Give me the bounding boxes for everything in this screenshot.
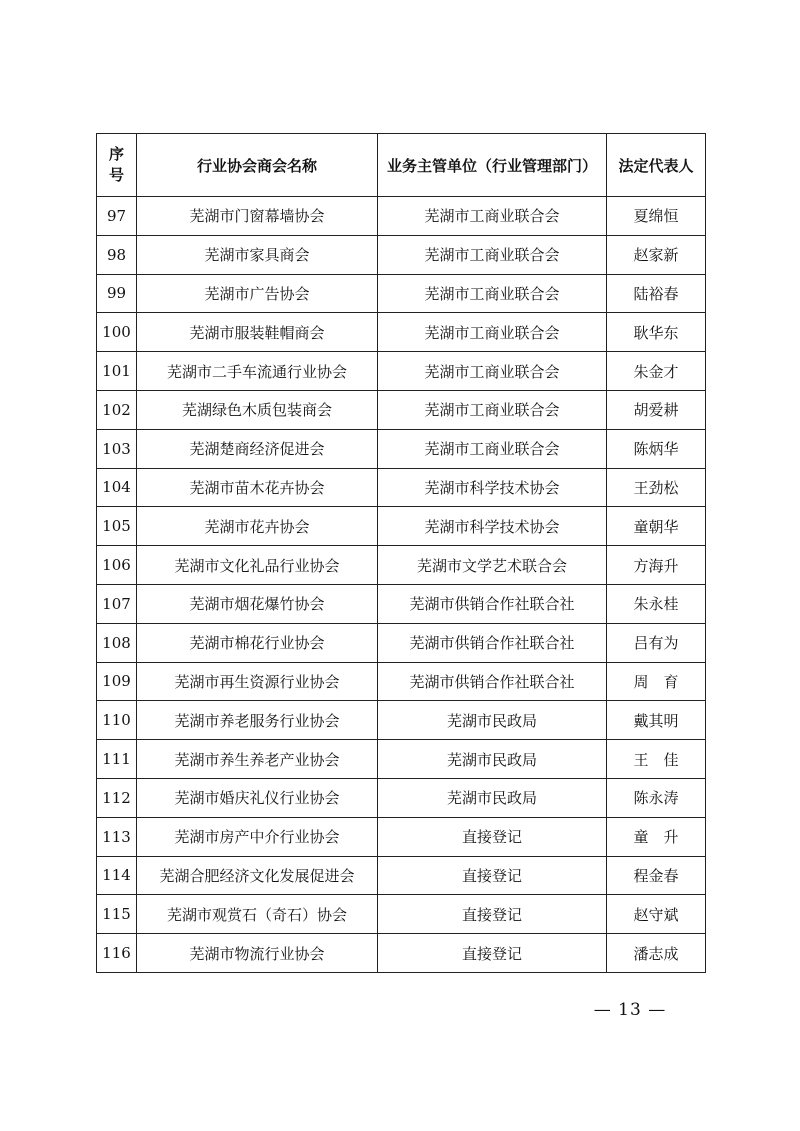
association-name-cell: 芜湖市花卉协会 [137, 507, 378, 546]
serial-number-header-line1: 序 [108, 145, 124, 163]
supervising-department-cell: 芜湖市工商业联合会 [378, 274, 607, 313]
supervising-department-cell: 芜湖市工商业联合会 [378, 429, 607, 468]
association-name-cell: 芜湖市养生养老产业协会 [137, 740, 378, 779]
table-row [97, 740, 706, 779]
table-row [97, 197, 706, 236]
association-name-cell: 芜湖市门窗幕墙协会 [137, 197, 378, 236]
table-header-row [97, 134, 706, 197]
association-name-cell: 芜湖市养老服务行业协会 [137, 701, 378, 740]
serial-number-cell: 113 [97, 817, 137, 856]
association-name-cell: 芜湖市棉花行业协会 [137, 623, 378, 662]
legal-representative-cell: 朱金才 [607, 352, 706, 391]
serial-number-cell: 112 [97, 778, 137, 817]
legal-representative-cell: 王 佳 [607, 740, 706, 779]
column-header-association-name: 行业协会商会名称 [137, 134, 378, 197]
table-row [97, 817, 706, 856]
page-number: — 13 — [593, 1000, 667, 1020]
supervising-department-cell: 芜湖市供销合作社联合社 [378, 623, 607, 662]
supervising-department-cell: 芜湖市工商业联合会 [378, 235, 607, 274]
serial-number-cell: 108 [97, 623, 137, 662]
supervising-department-cell: 直接登记 [378, 895, 607, 934]
legal-representative-cell: 童 升 [607, 817, 706, 856]
association-name-cell: 芜湖楚商经济促进会 [137, 429, 378, 468]
association-name-cell: 芜湖市文化礼品行业协会 [137, 546, 378, 585]
legal-representative-cell: 童朝华 [607, 507, 706, 546]
serial-number-cell: 98 [97, 235, 137, 274]
association-table-container [96, 133, 705, 973]
supervising-department-cell: 芜湖市工商业联合会 [378, 390, 607, 429]
legal-representative-cell: 戴其明 [607, 701, 706, 740]
table-row [97, 778, 706, 817]
supervising-department-cell: 直接登记 [378, 817, 607, 856]
table-row [97, 507, 706, 546]
table-row [97, 623, 706, 662]
association-name-cell: 芜湖市广告协会 [137, 274, 378, 313]
legal-representative-cell: 赵家新 [607, 235, 706, 274]
association-name-cell: 芜湖市观赏石（奇石）协会 [137, 895, 378, 934]
table-row [97, 390, 706, 429]
association-name-cell: 芜湖合肥经济文化发展促进会 [137, 856, 378, 895]
table-row [97, 274, 706, 313]
table-row [97, 429, 706, 468]
supervising-department-cell: 芜湖市科学技术协会 [378, 468, 607, 507]
table-row [97, 701, 706, 740]
supervising-department-cell: 芜湖市工商业联合会 [378, 352, 607, 391]
serial-number-cell: 116 [97, 934, 137, 973]
serial-number-cell: 111 [97, 740, 137, 779]
association-name-cell: 芜湖市家具商会 [137, 235, 378, 274]
serial-number-cell: 115 [97, 895, 137, 934]
serial-number-cell: 109 [97, 662, 137, 701]
table-row [97, 584, 706, 623]
supervising-department-cell: 芜湖市工商业联合会 [378, 313, 607, 352]
legal-representative-cell: 潘志成 [607, 934, 706, 973]
serial-number-cell: 99 [97, 274, 137, 313]
column-header-legal-representative: 法定代表人 [607, 134, 706, 197]
table-row [97, 352, 706, 391]
serial-number-cell: 104 [97, 468, 137, 507]
column-header-supervising-department: 业务主管单位（行业管理部门） [378, 134, 607, 197]
serial-number-header-line2: 号 [108, 166, 124, 184]
legal-representative-cell: 陈永涛 [607, 778, 706, 817]
legal-representative-cell: 吕有为 [607, 623, 706, 662]
legal-representative-cell: 夏绵恒 [607, 197, 706, 236]
association-name-cell: 芜湖市苗木花卉协会 [137, 468, 378, 507]
serial-number-cell: 100 [97, 313, 137, 352]
table-row [97, 235, 706, 274]
table-row [97, 468, 706, 507]
legal-representative-cell: 陆裕春 [607, 274, 706, 313]
association-name-cell: 芜湖市二手车流通行业协会 [137, 352, 378, 391]
supervising-department-cell: 芜湖市民政局 [378, 778, 607, 817]
legal-representative-cell: 赵守斌 [607, 895, 706, 934]
table-row [97, 546, 706, 585]
association-table [96, 133, 706, 973]
supervising-department-cell: 芜湖市民政局 [378, 740, 607, 779]
table-header [97, 134, 706, 197]
association-name-cell: 芜湖市再生资源行业协会 [137, 662, 378, 701]
legal-representative-cell: 朱永桂 [607, 584, 706, 623]
table-row [97, 895, 706, 934]
supervising-department-cell: 芜湖市工商业联合会 [378, 197, 607, 236]
supervising-department-cell: 直接登记 [378, 856, 607, 895]
association-name-cell: 芜湖市房产中介行业协会 [137, 817, 378, 856]
supervising-department-cell: 芜湖市科学技术协会 [378, 507, 607, 546]
association-name-cell: 芜湖市物流行业协会 [137, 934, 378, 973]
association-name-cell: 芜湖市服装鞋帽商会 [137, 313, 378, 352]
legal-representative-cell: 胡爱耕 [607, 390, 706, 429]
supervising-department-cell: 芜湖市供销合作社联合社 [378, 662, 607, 701]
serial-number-cell: 103 [97, 429, 137, 468]
table-row [97, 662, 706, 701]
serial-number-cell: 97 [97, 197, 137, 236]
legal-representative-cell: 方海升 [607, 546, 706, 585]
column-header-serial-number [97, 134, 137, 197]
legal-representative-cell: 周 育 [607, 662, 706, 701]
table-row [97, 934, 706, 973]
table-body [97, 197, 706, 973]
table-row [97, 313, 706, 352]
serial-number-cell: 114 [97, 856, 137, 895]
association-name-cell: 芜湖市烟花爆竹协会 [137, 584, 378, 623]
supervising-department-cell: 芜湖市民政局 [378, 701, 607, 740]
supervising-department-cell: 芜湖市供销合作社联合社 [378, 584, 607, 623]
serial-number-cell: 105 [97, 507, 137, 546]
legal-representative-cell: 王劲松 [607, 468, 706, 507]
serial-number-cell: 110 [97, 701, 137, 740]
supervising-department-cell: 直接登记 [378, 934, 607, 973]
association-name-cell: 芜湖市婚庆礼仪行业协会 [137, 778, 378, 817]
serial-number-cell: 106 [97, 546, 137, 585]
legal-representative-cell: 陈炳华 [607, 429, 706, 468]
serial-number-cell: 102 [97, 390, 137, 429]
legal-representative-cell: 耿华东 [607, 313, 706, 352]
association-name-cell: 芜湖绿色木质包装商会 [137, 390, 378, 429]
supervising-department-cell: 芜湖市文学艺术联合会 [378, 546, 607, 585]
legal-representative-cell: 程金春 [607, 856, 706, 895]
serial-number-cell: 101 [97, 352, 137, 391]
table-row [97, 856, 706, 895]
serial-number-cell: 107 [97, 584, 137, 623]
